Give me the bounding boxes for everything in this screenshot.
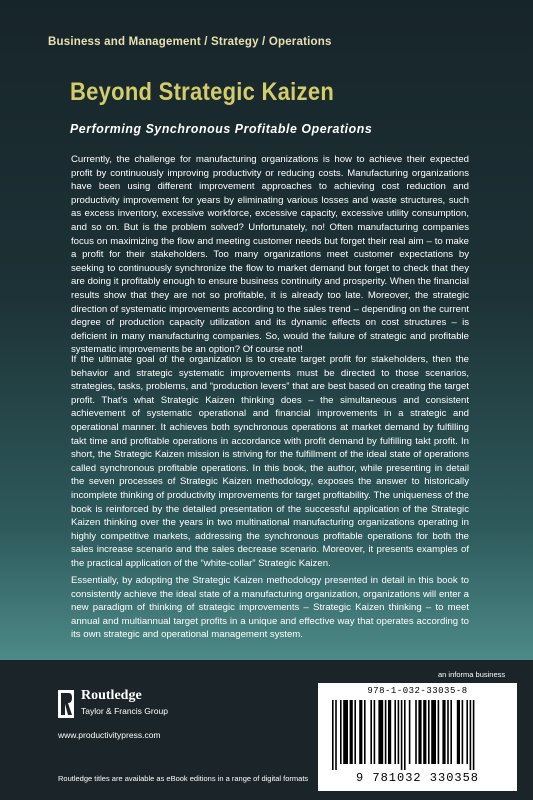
informa-tagline: an informa business — [438, 670, 506, 679]
blurb-paragraph-1: Currently, the challenge for manufacturing organizations is how to achieve their expected profit by continuously improving productivity or reducing costs. Manufacturing organizations have been using different improvement approaches to achieving cost reduction and productivity improvement for years by eliminating various losses and waste structures, such as excess inventory, excessive workforce, excessive capacity, excessive utility consumption, and so on. But is the problem solved? Unfortunately, no! Often manufacturing companies focus on maximizing the flow and meeting customer needs but forget their real aim – to make a profit for their stakeholders. Too many organizations meet customer expectations by seeking to continuously synchronize the flow to market demand but forget to check that they are doing it profitably enough to ensure business continuity and prosperity. When the financial results show that they are not so profitable, it is already too late. Moreover, the strategic direction of systematic improvements according to the sales trend – depending on the current degree of production capacity utilization and its dynamic effects on cost structures – is deficient in many manufacturing companies. So, would the failure of strategic and profitable systematic improvements be an option? Of course not! — [71, 154, 469, 356]
publisher-website: www.productivitypress.com — [58, 730, 161, 740]
routledge-logo-icon — [58, 690, 74, 718]
book-title: Beyond Strategic Kaizen — [70, 78, 335, 106]
book-subtitle: Performing Synchronous Profitable Operations — [70, 121, 373, 136]
barcode-icon — [332, 700, 503, 770]
publisher-name: Routledge — [81, 688, 142, 703]
isbn-number: 978-1-032-33035-8 — [367, 686, 468, 696]
blurb-paragraph-2: If the ultimate goal of the organization is to create target profit for stakeholders, then the behavior and strategic systematic improvements must be directed to those scenarios, strategies, tasks, problems, and “production levers” that are best based on creating the target profit. That’s what Strategic Kaizen thinking does – the simultaneous and consistent achievement of systematic operational and financial improvements in a strategic and operational manner. It achieves both synchronous operations at market demand by fulfilling takt time and profitable operations in accordance with profit demand by fulfilling takt profit. In short, the Strategic Kaizen mission is striving for the fulfillment of the ideal state of operations called synchronous profitable operations. In this book, the author, while presenting in detail the seven processes of Strategic Kaizen methodology, exposes the answer to historically incomplete thinking of productivity improvements for target profitability. The uniqueness of the book is reinforced by the detailed presentation of the successful application of the Strategic Kaizen thinking over the years in two multinational manufacturing organizations operating in highly competitive markets, addressing the synchronous profitable operations for both the sales increase scenario and the sales decrease scenario. Moreover, it presents examples of the practical application of the “white-collar” Strategic Kaizen. — [71, 354, 469, 569]
publisher-group: Taylor & Francis Group — [81, 706, 168, 716]
ebook-note: Routledge titles are available as eBook editions in a range of digital formats — [58, 774, 309, 783]
isbn-barcode — [318, 683, 517, 791]
blurb-paragraph-3: Essentially, by adopting the Strategic Kaizen methodology presented in detail in this book to consistently achieve the ideal state of a manufacturing organization, organizations will enter a new paradigm of thinking of strategic improvements – Strategic Kaizen thinking – to meet annual and multiannual target profits in a unique and effective way that operates according to its own strategic and operational management system. — [71, 575, 469, 641]
ean-digits: 9 781032 330358 — [355, 771, 480, 785]
subject-category: Business and Management / Strategy / Operations — [48, 36, 332, 48]
